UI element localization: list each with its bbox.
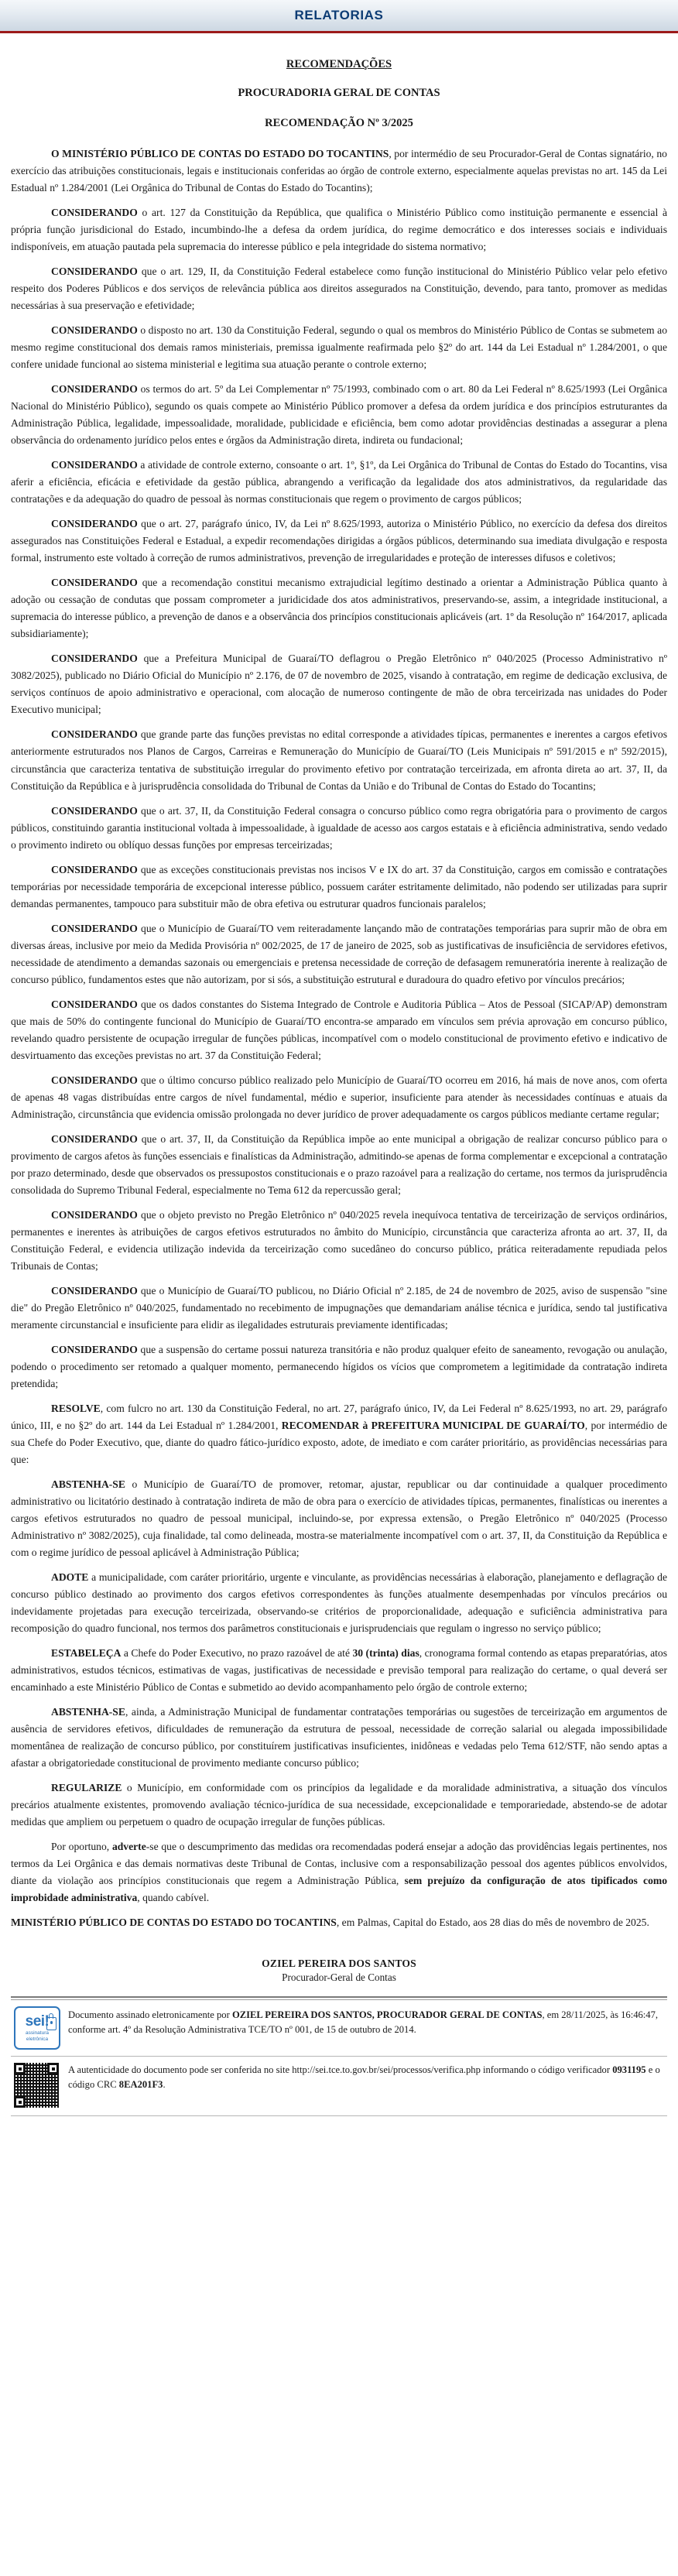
considerando-text: que o Município de Guaraí/TO vem reiteradamente lançando mão de contratações temporárias para suprir mão de obra em diversas áreas, inclusive por meio da Medida Provisória nº 002/2025, de 17 de janeiro de 2025, sob as justificativas de insuficiência de servidores efetivos, necessidade de atendimento a demandas sazonais ou emergenciais e pretensa necessidade de correção de defasagem remuneratória inerente à realização de concurso público, fundamentos estes que não autorizam, por si sós, a substituição estrutural e duradoura do quadro efetivo por vínculos precários; — [11, 922, 667, 985]
verification-divider-bottom — [11, 2115, 667, 2116]
considerando-paragraph — [11, 920, 667, 988]
considerando-label: CONSIDERANDO — [51, 1074, 138, 1086]
closing-text: , em Palmas, Capital do Estado, aos 28 dias do mês de novembro de 2025. — [336, 1917, 649, 1929]
signature-block — [11, 1958, 667, 1984]
considerando-label: CONSIDERANDO — [51, 518, 138, 530]
considerando-paragraph — [11, 1131, 667, 1199]
determinacao-text-after: , cronograma formal contendo as etapas preparatórias, atos administrativos, estudos técnicos, estimativas de vagas, justificativas de necessidade e previsão temporal para realização do certame, o qual deverá ser encaminhado a este Ministério Público de Contas e submetido ao devido acompanhamento pelo órgão de controle externo; — [11, 1647, 668, 1694]
resolve-paragraph — [11, 1400, 667, 1468]
verification-middle: e o código CRC — [68, 2064, 660, 2091]
considerando-text: que o art. 129, II, da Constituição Federal estabelece como função institucional do Ministério Público velar pelo efetivo respeito dos Poderes Públicos e dos serviços de relevância pública aos direitos assegurados na Constituição, devendo, para tanto, promover as medidas necessárias à sua preservação e efetividade; — [11, 265, 667, 312]
considerando-paragraph — [11, 381, 667, 449]
considerando-text: a atividade de controle externo, consoante o art. 1º, §1º, da Lei Orgânica do Tribunal de Contas do Estado do Tocantins, visa aferir a eficiência, eficácia e efetividade da gestão pública, abrangendo a verificação da legalidade dos atos administrativos, da regularidade das contratações e da adequação do quadro de pessoal às normas constitucionais que regem o provimento de cargos públicos; — [11, 459, 667, 505]
determinacoes-list — [11, 1476, 667, 1831]
sei-logo-sub-line2: eletrônica — [26, 2036, 49, 2042]
lock-icon — [46, 2017, 56, 2030]
considerando-paragraph — [11, 1207, 667, 1275]
opening-paragraph — [11, 146, 667, 197]
considerando-text: que o art. 37, II, da Constituição Federal consagra o concurso público como regra obrigatória para o provimento de cargos públicos, constituindo garantia institucional voltada à impessoalidade, à igualdade de acesso aos cargos estatais e à eficiência administrativa, sendo vedado o provimento indireto ou oblíquo dessas funções por empresas terceirizadas; — [11, 804, 667, 851]
considerando-paragraph — [11, 726, 667, 794]
determinacao-label: ADOTE — [51, 1571, 89, 1584]
considerando-paragraph — [11, 650, 667, 718]
sei-text-suffix: , em 28/11/2025, às 16:46:47, conforme art. 4º da Resolução Administrativa TCE/TO nº 001, de 15 de outubro de 2014. — [68, 2009, 659, 2036]
advertencia-lead: Por oportuno, — [51, 1841, 112, 1853]
considerando-paragraph — [11, 457, 667, 508]
considerando-paragraph — [11, 204, 667, 255]
closing-bold: MINISTÉRIO PÚBLICO DE CONTAS DO ESTADO DO TOCANTINS — [11, 1917, 337, 1929]
signatory-role: Procurador-Geral de Contas — [282, 1971, 396, 1984]
qr-finder-top-left — [14, 2063, 26, 2074]
determinacao-label: ABSTENHA-SE — [51, 1478, 125, 1491]
considerando-text: que a recomendação constitui mecanismo extrajudicial legítimo destinado a orientar a Administração Pública quanto à adoção ou cessação de condutas que possam comprometer a juridicidade dos atos administrativos, preservando-se, assim, a integridade institucional, a supremacia do interesse público, a prevenção de danos e a observância dos princípios constitucionais aplicáveis (art. 1º da Resolução nº 164/2017, aplicada subsidiariamente); — [11, 577, 667, 640]
considerando-label: CONSIDERANDO — [51, 383, 138, 396]
determinacao-label: ESTABELEÇA — [51, 1647, 122, 1660]
considerando-text: que as exceções constitucionais previstas nos incisos V e IX do art. 37 da Constituição, cargos em comissão e contratações temporárias por necessidade temporária de excepcional interesse público, possuem caráter estritamente delimitado, não podendo ser utilizadas para suprir demandas permanentes, tampouco para substituir mão de obra efetiva ou estruturar quadros funcionais paralelos; — [11, 863, 667, 909]
considerando-text: que grande parte das funções previstas no edital corresponde a atividades típicas, permanentes e inerentes a cargos efetivos anteriormente estruturados nos Planos de Cargos, Carreiras e Remuneração do Município de Guaraí/TO (Leis Municipais nº 591/2015 e nº 592/2015), circunstância que caracteriza tentativa de substituição irregular do provimento efetivo por contratação terceirizada, em afronta direta ao art. 37, II, da Constituição da República e à jurisprudência consolidada do Tribunal de Contas da União e do Tribunal de Contas do Estado do Tocantins; — [11, 728, 667, 792]
determinacao-label: ABSTENHA-SE — [51, 1706, 125, 1718]
sei-logo-subtitle — [26, 2030, 49, 2042]
resolve-label: RESOLVE — [51, 1403, 101, 1415]
sei-logo-icon — [14, 2006, 60, 2050]
considerando-text: que a suspensão do certame possui natureza transitória e não produz qualquer efeito de saneamento, revogação ou anulação, podendo o procedimento ser retomado a qualquer momento, permanecendo hígidos os vícios que comprometem a legitimidade da contratação indireta pretendida; — [11, 1343, 667, 1389]
verification-block — [11, 2057, 667, 2114]
determinacao-text: o Município de Guaraí/TO de promover, retomar, ajustar, republicar ou dar continuidade a qualquer procedimento administrativo ou licitatório destinado à contratação indireta de mão de obra para o exercício de atividades típicas, permanentes, finalísticas ou inerentes a cargos efetivos estruturados no quadro de pessoal municipal, incluindo-se, por expressa extensão, o Pregão Eletrônico nº 040/2025 (Processo Administrativo nº 3082/2025), cuja finalidade, tal como delineada, mostra-se materialmente incompatível com o art. 37, II, da Constituição da República e com o regime jurídico de pessoal aplicável à Administração Pública; — [11, 1478, 667, 1559]
determinacao-paragraph — [11, 1704, 667, 1772]
resolve-bold-2: RECOMENDAR à PREFEITURA MUNICIPAL DE GUARAÍ/TO — [281, 1420, 585, 1432]
sei-logo-word: sei! — [25, 2013, 50, 2030]
verification-suffix: . — [163, 2079, 166, 2091]
opening-bold-lead: O MINISTÉRIO PÚBLICO DE CONTAS DO ESTADO DO TOCANTINS — [51, 148, 389, 159]
considerando-text: o art. 127 da Constituição da República, que qualifica o Ministério Público como instituição permanente e essencial à própria função jurisdicional do Estado, incumbindo-lhe a defesa da ordem jurídica, do regime democrático e dos interesses sociais e individuais indisponíveis, em atuação pautada pela supremacia do interesse público e pela integridade do sistema normativo; — [11, 207, 667, 253]
considerando-text: os termos do art. 5º da Lei Complementar nº 75/1993, combinado com o art. 80 da Lei Federal nº 8.625/1993 (Lei Orgânica Nacional do Ministério Público), segundo os quais compete ao Ministério Público promover a defesa da ordem jurídica e dos princípios estruturantes da Administração Pública, legalidade, impessoalidade, moralidade, publicidade e eficiência, bem como adotar providências destinadas a assegurar a plena observância do ordenamento jurídico pelos entes e órgãos da Administração direta, indireta ou fundacional; — [11, 383, 667, 447]
opening-rest: , por intermédio de seu Procurador-Geral de Contas signatário, no exercício das atribuições constitucionais, legais e institucionais conferidas ao órgão de controle externo, especialmente aquelas previstas no art. 145 da Lei Estadual nº 1.284/2001 (Lei Orgânica do Tribunal de Contas do Estado do Tocantins); — [11, 148, 667, 194]
considerando-label: CONSIDERANDO — [51, 922, 138, 934]
considerando-label: CONSIDERANDO — [51, 728, 138, 741]
advertencia-paragraph — [11, 1838, 667, 1906]
considerando-label: CONSIDERANDO — [51, 1343, 138, 1355]
considerando-paragraph — [11, 996, 667, 1064]
considerando-text: que o art. 37, II, da Constituição da República impõe ao ente municipal a obrigação de realizar concurso público para o provimento de cargos afetos às funções essenciais e finalísticas da Administração, admitindo-se apenas de forma complementar e excepcional a contratação por prazo determinado, desde que observados os pressupostos constitucionais e o prazo razoável para a realização do certame, nos termos da jurisprudência consolidada do Supremo Tribunal Federal, especialmente no Tema 612 da repercussão geral; — [11, 1132, 667, 1196]
considerando-paragraph — [11, 1072, 667, 1123]
resolve-text-3: , por intermédio de sua Chefe do Poder Executivo, que, diante do quadro fático-jurídico exposto, adote, de imediato e com caráter prioritário, as providências necessárias para que: — [11, 1420, 667, 1466]
advertencia-bold: adverte — [111, 1841, 146, 1853]
considerando-text: o disposto no art. 130 da Constituição Federal, segundo o qual os membros do Ministério Público de Contas se submetem ao mesmo regime constitucional dos demais ramos ministeriais, premissa igualmente reafirmada pelo §2º do art. 144 da Lei Estadual nº 1.284/2001, o que confere unidade funcional ao sistema ministerial e legitima sua atuação perante o controle externo; — [11, 324, 667, 371]
qr-finder-bottom-left — [14, 2096, 26, 2108]
considerando-paragraph — [11, 516, 667, 567]
considerando-paragraph — [11, 862, 667, 913]
determinacao-bold-inner: 30 (trinta) dias — [352, 1647, 419, 1660]
considerando-label: CONSIDERANDO — [51, 1208, 138, 1221]
considerando-paragraph — [11, 1283, 667, 1334]
considerando-label: CONSIDERANDO — [51, 653, 138, 665]
sei-signature-block — [11, 2000, 667, 2054]
page-banner — [0, 0, 678, 33]
determinacao-text: , ainda, a Administração Municipal de fundamentar contratações temporárias ou sugestões de terceirização em argumentos de ausência de servidores efetivos, dificuldades de remuneração da estrutura de pessoal, necessidade de correção salarial ou alegada impossibilidade momentânea de realização de concurso público, por constituírem justificativas insuficientes, inidôneas e vedadas pelo Tema 612/STF, não sendo aptas a afastar a obrigatoriedade constitucional de provimento mediante concurso público; — [11, 1706, 667, 1769]
page-title: RECOMENDAÇÕES — [286, 58, 392, 70]
considerando-paragraph — [11, 263, 667, 314]
considerando-paragraph — [11, 322, 667, 373]
considerando-text: que os dados constantes do Sistema Integrado de Controle e Auditoria Pública – Atos de Pessoal (SICAP/AP) demonstram que mais de 50% do contingente funcional do Município de Guaraí/TO encontra-se amparado em vínculos sem prévia aprovação em concurso público, revelando quadro persistente de ocupação irregular de funções públicas, incompatível com o modelo constitucional de provimento efetivo e indicativo de desvirtuamento das exceções previstas no art. 37 da Constituição Federal; — [11, 998, 667, 1061]
considerando-label: CONSIDERANDO — [51, 577, 138, 589]
considerando-label: CONSIDERANDO — [51, 459, 138, 471]
sei-text-prefix: Documento assinado eletronicamente por — [68, 2009, 232, 2021]
considerando-paragraph — [11, 1341, 667, 1392]
considerando-label: CONSIDERANDO — [51, 804, 138, 817]
considerando-text: que o último concurso público realizado pelo Município de Guaraí/TO ocorreu em 2016, há mais de nove anos, com oferta de apenas 48 vagas distribuídas entre cargos de nível fundamental, médio e superior, insuficiente para atender às necessidades contínuas e atuais da Administração, circunstância que evidencia omissão prolongada no dever jurídico de prover adequadamente os cargos públicos mediante certame regular; — [11, 1074, 667, 1120]
determinacao-paragraph — [11, 1645, 667, 1696]
determinacao-paragraph — [11, 1569, 667, 1637]
considerando-paragraph — [11, 803, 667, 854]
considerando-label: CONSIDERANDO — [51, 998, 138, 1010]
verification-crc: 8EA201F3 — [118, 2079, 163, 2091]
signatory-name: OZIEL PEREIRA DOS SANTOS — [262, 1958, 416, 1970]
considerando-label: CONSIDERANDO — [51, 1284, 138, 1297]
considerando-text: que o art. 27, parágrafo único, IV, da Lei nº 8.625/1993, autoriza o Ministério Público, no exercício da defesa dos direitos assegurados nas Constituições Federal e Estadual, a expedir recomendações dirigidas a órgãos públicos, determinando sua imediata divulgação e resposta formal, instrumento este voltado à correção de rumos administrativos, prevenção de irregularidades e proteção de interesses difusos e coletivos; — [11, 518, 667, 564]
verification-text — [68, 2063, 664, 2092]
considerando-text: que o objeto previsto no Pregão Eletrônico nº 040/2025 revela inequívoca tentativa de terceirização de serviços ordinários, permanentes e inerentes às atribuições de cargos efetivos estruturados no âmbito do Município, circunstância que caracteriza afronta ao art. 37, II, da Constituição Federal, e evidencia utilização indevida da terceirização como sucedâneo do concurso público, prática reiteradamente repudiada pelos Tribunais de Contas; — [11, 1208, 667, 1272]
advertencia-tail: , quando cabível. — [137, 1892, 210, 1904]
considerandos-list — [11, 204, 667, 1392]
determinacao-text: a municipalidade, com caráter prioritário, urgente e vinculante, as providências necessárias à elaboração, planejamento e deflagração de concurso público destinado ao provimento dos cargos efetivos correspondentes às funções atualmente desempenhadas por vínculos precários ou indevidamente projetadas para execução terceirizada, observando-se critérios de proporcionalidade, adequação e suficiência administrativa para recomposição do quadro funcional, nos termos dos parâmetros constitucionais e jurisprudenciais que regulam o ingresso no serviço público; — [11, 1571, 667, 1635]
considerando-label: CONSIDERANDO — [51, 324, 138, 337]
determinacao-label: REGULARIZE — [51, 1782, 122, 1794]
sei-logo-sub-line1: assinatura — [26, 2030, 49, 2036]
considerando-text: que a Prefeitura Municipal de Guaraí/TO deflagrou o Pregão Eletrônico nº 040/2025 (Processo Administrativo nº 3082/2025), publicado no Diário Oficial do Município nº 2.176, de 07 de novembro de 2025, visando à contratação, em regime de dedicação exclusiva, de serviços contínuos de apoio administrativo e operacional, com alocação de numeroso contingente de mão de obra terceirizada nas unidades do Poder Executivo municipal; — [11, 653, 667, 716]
determinacao-text: a Chefe do Poder Executivo, no prazo razoável de até — [121, 1647, 353, 1660]
sei-signature-text — [68, 2006, 664, 2037]
qr-code-icon — [14, 2063, 59, 2108]
considerando-label: CONSIDERANDO — [51, 1132, 138, 1145]
sei-signer-name: OZIEL PEREIRA DOS SANTOS, PROCURADOR GERAL DE CONTAS — [231, 2009, 543, 2021]
considerando-label: CONSIDERANDO — [51, 863, 138, 875]
advertencia-bold-tail: sem prejuízo da configuração de atos tipificados como improbidade administrativa — [11, 1875, 667, 1904]
verification-code: 0931195 — [612, 2064, 646, 2076]
closing-paragraph — [11, 1914, 667, 1931]
qr-finder-top-right — [47, 2063, 59, 2074]
recommendation-number: RECOMENDAÇÃO Nº 3/2025 — [265, 117, 413, 129]
determinacao-paragraph — [11, 1476, 667, 1561]
determinacao-text: o Município, em conformidade com os princípios da legalidade e da moralidade administrativa, a situação dos vínculos precários atualmente existentes, promovendo avaliação técnico-jurídica de sua necessidade, excepcionalidade e temporariedade, abstendo-se de adotar medidas que ampliem ou perpetuem o quadro de ocupação irregular de funções públicas. — [11, 1782, 667, 1828]
considerando-label: CONSIDERANDO — [51, 207, 138, 219]
considerando-label: CONSIDERANDO — [51, 265, 138, 278]
resolve-text-1: , com fulcro no art. 130 da Constituição Federal, no art. 27, parágrafo único, IV, da Lei Federal nº 8.625/1993, no art. 29, parágrafo único, III, e no §2º do art. 144 da Lei Estadual nº 1.284/2001, — [11, 1403, 667, 1432]
document-body — [0, 33, 678, 2116]
considerando-paragraph — [11, 574, 667, 642]
considerando-text: que o Município de Guaraí/TO publicou, no Diário Oficial nº 2.185, de 24 de novembro de 2025, aviso de suspensão "sine die" do Pregão Eletrônico nº 040/2025, fundamentado no recebimento de impugnações que demandariam análise técnica e jurídica, sendo tal justificativa meramente circunstancial e insuficiente para elidir as ilegalidades estruturais previamente identificadas; — [11, 1284, 667, 1331]
verification-prefix: A autenticidade do documento pode ser conferida no site http://sei.tce.to.gov.br/sei/processos/verifica.php informando o código verificador — [68, 2064, 613, 2076]
determinacao-paragraph — [11, 1780, 667, 1831]
banner-title: RELATORIAS — [294, 8, 384, 22]
advertencia-text: -se que o descumprimento das medidas ora recomendadas poderá ensejar a adoção das providências legais pertinentes, nos termos da Lei Orgânica e das demais normativas deste Tribunal de Contas, inclusive com a responsabilização pessoal dos agentes públicos envolvidos, diante da violação aos princípios constitucionais que regem a Administração Pública, — [11, 1841, 667, 1887]
organ-heading: PROCURADORIA GERAL DE CONTAS — [238, 87, 440, 99]
